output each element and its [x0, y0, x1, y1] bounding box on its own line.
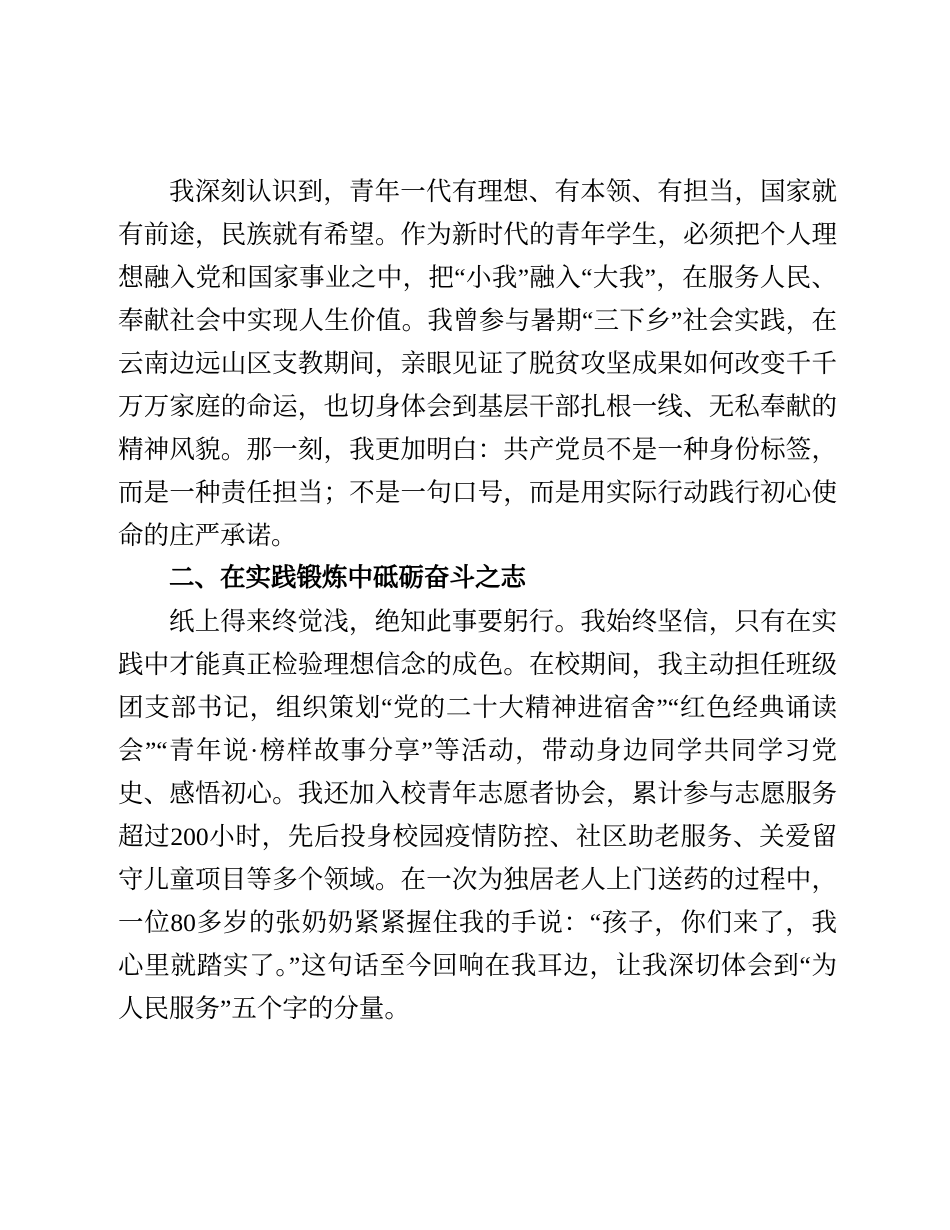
- paragraph-practice: 纸上得来终觉浅，绝知此事要躬行。我始终坚信，只有在实践中才能真正检验理想信念的成色。在校期间，我主动担任班级团支部书记，组织策划“党的二十大精神进宿舍”“红色经典诵读会”“青年说·榜样故事分享”等活动，带动身边同学共同学习党史、感悟初心。我还加入校青年志愿者协会，累计参与志愿服务超过200小时，先后投身校园疫情防控、社区助老服务、关爱留守儿童项目等多个领域。在一次为独居老人上门送药的过程中，一位80多岁的张奶奶紧紧握住我的手说：“孩子，你们来了，我心里就踏实了。”这句话至今回响在我耳边，让我深切体会到“为人民服务”五个字的分量。: [118, 607, 837, 1023]
- section-heading-practice: 二、在实践锻炼中砥砺奋斗之志: [169, 564, 527, 592]
- document-body: [118, 170, 837, 1030]
- paragraph-ideals: 我深刻认识到，青年一代有理想、有本领、有担当，国家就有前途，民族就有希望。作为新时代的青年学生，必须把个人理想融入党和国家事业之中，把“小我”融入“大我”，在服务人民、奉献社会中实现人生价值。我曾参与暑期“三下乡”社会实践，在云南边远山区支教期间，亲眼见证了脱贫攻坚成果如何改变千千万万家庭的命运，也切身体会到基层干部扎根一线、无私奉献的精神风貌。那一刻，我更加明白：共产党员不是一种身份标签，而是一种责任担当；不是一句口号，而是用实际行动践行初心使命的庄严承诺。: [118, 177, 837, 550]
